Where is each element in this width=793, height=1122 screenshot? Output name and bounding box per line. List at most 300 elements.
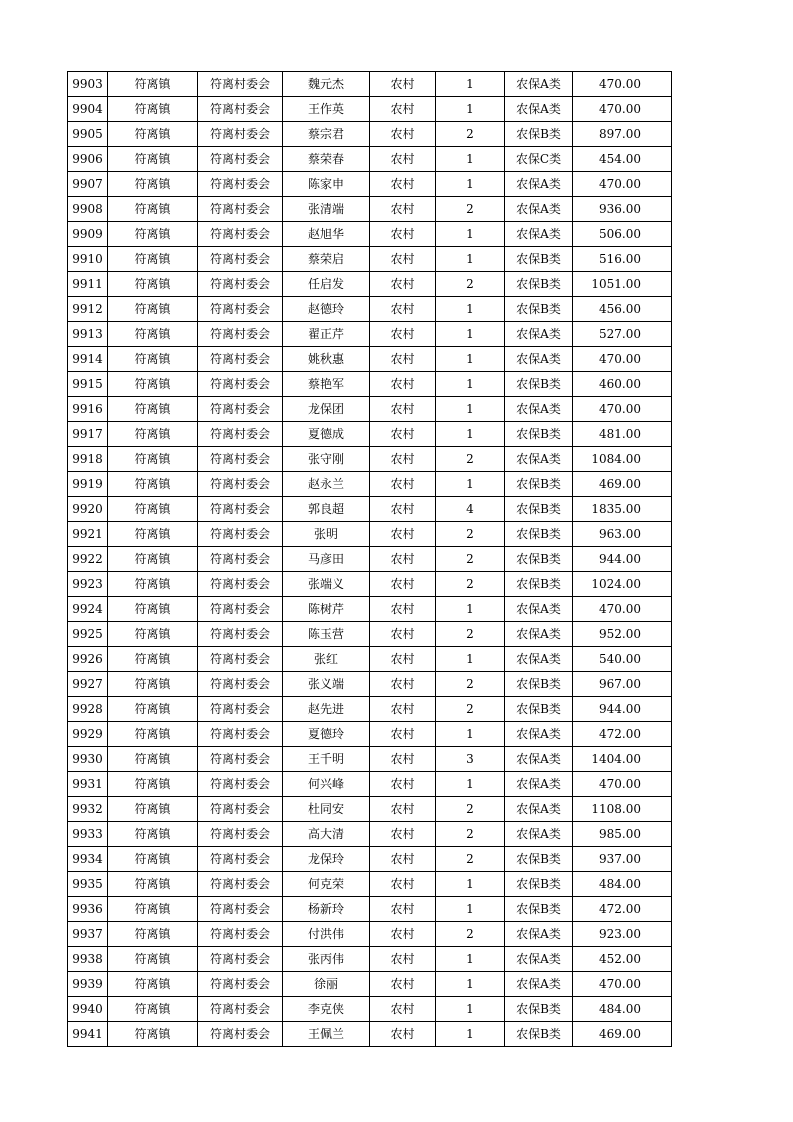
amount-cell: 936.00	[573, 197, 672, 222]
amount-cell: 470.00	[573, 347, 672, 372]
household-count-cell: 1	[436, 872, 505, 897]
row-number-cell: 9929	[68, 722, 108, 747]
town-cell: 符离镇	[108, 147, 198, 172]
area-type-cell: 农村	[370, 947, 436, 972]
row-number-cell: 9906	[68, 147, 108, 172]
amount-cell: 470.00	[573, 972, 672, 997]
household-count-cell: 1	[436, 947, 505, 972]
village-committee-cell: 符离村委会	[198, 672, 283, 697]
village-committee-cell: 符离村委会	[198, 422, 283, 447]
insurance-category-cell: 农保A类	[505, 197, 573, 222]
table-row	[68, 497, 672, 522]
town-cell: 符离镇	[108, 897, 198, 922]
town-cell: 符离镇	[108, 872, 198, 897]
area-type-cell: 农村	[370, 472, 436, 497]
row-number-cell: 9935	[68, 872, 108, 897]
row-number-cell: 9913	[68, 322, 108, 347]
name-cell: 蔡荣春	[283, 147, 370, 172]
name-cell: 龙保团	[283, 397, 370, 422]
name-cell: 张端义	[283, 572, 370, 597]
area-type-cell: 农村	[370, 997, 436, 1022]
amount-cell: 470.00	[573, 172, 672, 197]
area-type-cell: 农村	[370, 872, 436, 897]
table-row	[68, 97, 672, 122]
area-type-cell: 农村	[370, 572, 436, 597]
household-count-cell: 2	[436, 522, 505, 547]
table-row	[68, 922, 672, 947]
name-cell: 陈树芹	[283, 597, 370, 622]
village-committee-cell: 符离村委会	[198, 922, 283, 947]
insurance-category-cell: 农保A类	[505, 747, 573, 772]
town-cell: 符离镇	[108, 822, 198, 847]
table-row	[68, 647, 672, 672]
town-cell: 符离镇	[108, 97, 198, 122]
amount-cell: 527.00	[573, 322, 672, 347]
household-count-cell: 2	[436, 922, 505, 947]
insurance-category-cell: 农保A类	[505, 347, 573, 372]
area-type-cell: 农村	[370, 672, 436, 697]
area-type-cell: 农村	[370, 922, 436, 947]
row-number-cell: 9928	[68, 697, 108, 722]
area-type-cell: 农村	[370, 497, 436, 522]
town-cell: 符离镇	[108, 522, 198, 547]
row-number-cell: 9927	[68, 672, 108, 697]
village-committee-cell: 符离村委会	[198, 697, 283, 722]
table-row	[68, 672, 672, 697]
row-number-cell: 9938	[68, 947, 108, 972]
area-type-cell: 农村	[370, 847, 436, 872]
name-cell: 赵旭华	[283, 222, 370, 247]
name-cell: 姚秋惠	[283, 347, 370, 372]
household-count-cell: 1	[436, 422, 505, 447]
area-type-cell: 农村	[370, 122, 436, 147]
household-count-cell: 2	[436, 197, 505, 222]
table-row	[68, 347, 672, 372]
name-cell: 任启发	[283, 272, 370, 297]
table-row	[68, 997, 672, 1022]
village-committee-cell: 符离村委会	[198, 747, 283, 772]
table-row	[68, 297, 672, 322]
row-number-cell: 9918	[68, 447, 108, 472]
village-committee-cell: 符离村委会	[198, 472, 283, 497]
amount-cell: 1084.00	[573, 447, 672, 472]
amount-cell: 460.00	[573, 372, 672, 397]
amount-cell: 963.00	[573, 522, 672, 547]
village-committee-cell: 符离村委会	[198, 247, 283, 272]
row-number-cell: 9920	[68, 497, 108, 522]
amount-cell: 944.00	[573, 547, 672, 572]
name-cell: 李克侠	[283, 997, 370, 1022]
insurance-category-cell: 农保A类	[505, 622, 573, 647]
row-number-cell: 9919	[68, 472, 108, 497]
village-committee-cell: 符离村委会	[198, 222, 283, 247]
name-cell: 杨新玲	[283, 897, 370, 922]
household-count-cell: 2	[436, 272, 505, 297]
town-cell: 符离镇	[108, 347, 198, 372]
row-number-cell: 9939	[68, 972, 108, 997]
household-count-cell: 2	[436, 572, 505, 597]
row-number-cell: 9915	[68, 372, 108, 397]
insurance-category-cell: 农保B类	[505, 547, 573, 572]
insurance-category-cell: 农保B类	[505, 1022, 573, 1047]
row-number-cell: 9932	[68, 797, 108, 822]
household-count-cell: 2	[436, 697, 505, 722]
name-cell: 何兴峰	[283, 772, 370, 797]
insurance-category-cell: 农保B类	[505, 997, 573, 1022]
row-number-cell: 9909	[68, 222, 108, 247]
table-row	[68, 547, 672, 572]
town-cell: 符离镇	[108, 997, 198, 1022]
town-cell: 符离镇	[108, 447, 198, 472]
village-committee-cell: 符离村委会	[198, 547, 283, 572]
table-row	[68, 72, 672, 97]
insurance-category-cell: 农保B类	[505, 372, 573, 397]
name-cell: 王千明	[283, 747, 370, 772]
area-type-cell: 农村	[370, 622, 436, 647]
household-count-cell: 1	[436, 372, 505, 397]
area-type-cell: 农村	[370, 172, 436, 197]
area-type-cell: 农村	[370, 197, 436, 222]
town-cell: 符离镇	[108, 947, 198, 972]
table-row	[68, 972, 672, 997]
table-row	[68, 472, 672, 497]
area-type-cell: 农村	[370, 247, 436, 272]
household-count-cell: 2	[436, 122, 505, 147]
row-number-cell: 9904	[68, 97, 108, 122]
insurance-category-cell: 农保B类	[505, 497, 573, 522]
name-cell: 王作英	[283, 97, 370, 122]
row-number-cell: 9916	[68, 397, 108, 422]
town-cell: 符离镇	[108, 922, 198, 947]
amount-cell: 506.00	[573, 222, 672, 247]
village-committee-cell: 符离村委会	[198, 797, 283, 822]
town-cell: 符离镇	[108, 197, 198, 222]
row-number-cell: 9911	[68, 272, 108, 297]
area-type-cell: 农村	[370, 597, 436, 622]
amount-cell: 923.00	[573, 922, 672, 947]
table-row	[68, 572, 672, 597]
row-number-cell: 9905	[68, 122, 108, 147]
amount-cell: 985.00	[573, 822, 672, 847]
name-cell: 蔡宗君	[283, 122, 370, 147]
name-cell: 龙保玲	[283, 847, 370, 872]
village-committee-cell: 符离村委会	[198, 872, 283, 897]
record-table	[67, 71, 672, 1047]
row-number-cell: 9912	[68, 297, 108, 322]
name-cell: 蔡荣启	[283, 247, 370, 272]
amount-cell: 1835.00	[573, 497, 672, 522]
table-row	[68, 597, 672, 622]
village-committee-cell: 符离村委会	[198, 122, 283, 147]
row-number-cell: 9930	[68, 747, 108, 772]
row-number-cell: 9914	[68, 347, 108, 372]
insurance-category-cell: 农保B类	[505, 897, 573, 922]
name-cell: 翟正芹	[283, 322, 370, 347]
town-cell: 符离镇	[108, 972, 198, 997]
area-type-cell: 农村	[370, 397, 436, 422]
table-row	[68, 1022, 672, 1047]
table-row	[68, 622, 672, 647]
table-row	[68, 272, 672, 297]
village-committee-cell: 符离村委会	[198, 897, 283, 922]
area-type-cell: 农村	[370, 322, 436, 347]
area-type-cell: 农村	[370, 972, 436, 997]
table-row	[68, 847, 672, 872]
village-committee-cell: 符离村委会	[198, 447, 283, 472]
row-number-cell: 9917	[68, 422, 108, 447]
name-cell: 张明	[283, 522, 370, 547]
row-number-cell: 9931	[68, 772, 108, 797]
insurance-category-cell: 农保B类	[505, 872, 573, 897]
area-type-cell: 农村	[370, 647, 436, 672]
town-cell: 符离镇	[108, 472, 198, 497]
village-committee-cell: 符离村委会	[198, 147, 283, 172]
village-committee-cell: 符离村委会	[198, 572, 283, 597]
table-row	[68, 772, 672, 797]
insurance-category-cell: 农保A类	[505, 972, 573, 997]
area-type-cell: 农村	[370, 422, 436, 447]
row-number-cell: 9908	[68, 197, 108, 222]
village-committee-cell: 符离村委会	[198, 297, 283, 322]
insurance-category-cell: 农保B类	[505, 247, 573, 272]
area-type-cell: 农村	[370, 547, 436, 572]
name-cell: 付洪伟	[283, 922, 370, 947]
amount-cell: 1051.00	[573, 272, 672, 297]
amount-cell: 470.00	[573, 772, 672, 797]
row-number-cell: 9926	[68, 647, 108, 672]
town-cell: 符离镇	[108, 722, 198, 747]
town-cell: 符离镇	[108, 847, 198, 872]
name-cell: 赵先进	[283, 697, 370, 722]
table-row	[68, 147, 672, 172]
amount-cell: 516.00	[573, 247, 672, 272]
area-type-cell: 农村	[370, 297, 436, 322]
row-number-cell: 9924	[68, 597, 108, 622]
row-number-cell: 9941	[68, 1022, 108, 1047]
amount-cell: 456.00	[573, 297, 672, 322]
household-count-cell: 2	[436, 672, 505, 697]
town-cell: 符离镇	[108, 497, 198, 522]
town-cell: 符离镇	[108, 647, 198, 672]
household-count-cell: 3	[436, 747, 505, 772]
amount-cell: 472.00	[573, 897, 672, 922]
table-row	[68, 722, 672, 747]
insurance-category-cell: 农保A类	[505, 597, 573, 622]
village-committee-cell: 符离村委会	[198, 497, 283, 522]
village-committee-cell: 符离村委会	[198, 772, 283, 797]
row-number-cell: 9934	[68, 847, 108, 872]
village-committee-cell: 符离村委会	[198, 822, 283, 847]
area-type-cell: 农村	[370, 372, 436, 397]
village-committee-cell: 符离村委会	[198, 722, 283, 747]
village-committee-cell: 符离村委会	[198, 197, 283, 222]
name-cell: 马彦田	[283, 547, 370, 572]
area-type-cell: 农村	[370, 747, 436, 772]
insurance-category-cell: 农保B类	[505, 272, 573, 297]
household-count-cell: 1	[436, 897, 505, 922]
table-row	[68, 172, 672, 197]
household-count-cell: 1	[436, 1022, 505, 1047]
name-cell: 张义端	[283, 672, 370, 697]
table-row	[68, 397, 672, 422]
insurance-category-cell: 农保A类	[505, 222, 573, 247]
name-cell: 张红	[283, 647, 370, 672]
insurance-category-cell: 农保A类	[505, 797, 573, 822]
amount-cell: 937.00	[573, 847, 672, 872]
household-count-cell: 2	[436, 622, 505, 647]
table-row	[68, 797, 672, 822]
village-committee-cell: 符离村委会	[198, 847, 283, 872]
town-cell: 符离镇	[108, 322, 198, 347]
area-type-cell: 农村	[370, 822, 436, 847]
household-count-cell: 1	[436, 647, 505, 672]
row-number-cell: 9933	[68, 822, 108, 847]
household-count-cell: 1	[436, 97, 505, 122]
amount-cell: 1108.00	[573, 797, 672, 822]
table-row	[68, 197, 672, 222]
town-cell: 符离镇	[108, 222, 198, 247]
insurance-category-cell: 农保A类	[505, 322, 573, 347]
area-type-cell: 农村	[370, 722, 436, 747]
insurance-category-cell: 农保A类	[505, 447, 573, 472]
name-cell: 王佩兰	[283, 1022, 370, 1047]
amount-cell: 952.00	[573, 622, 672, 647]
insurance-category-cell: 农保B类	[505, 522, 573, 547]
village-committee-cell: 符离村委会	[198, 272, 283, 297]
area-type-cell: 农村	[370, 897, 436, 922]
table-row	[68, 222, 672, 247]
household-count-cell: 2	[436, 447, 505, 472]
insurance-category-cell: 农保A类	[505, 947, 573, 972]
name-cell: 高大清	[283, 822, 370, 847]
insurance-category-cell: 农保A类	[505, 722, 573, 747]
area-type-cell: 农村	[370, 72, 436, 97]
town-cell: 符离镇	[108, 247, 198, 272]
insurance-category-cell: 农保A类	[505, 647, 573, 672]
name-cell: 陈玉营	[283, 622, 370, 647]
amount-cell: 484.00	[573, 997, 672, 1022]
insurance-category-cell: 农保A类	[505, 72, 573, 97]
amount-cell: 1404.00	[573, 747, 672, 772]
amount-cell: 452.00	[573, 947, 672, 972]
area-type-cell: 农村	[370, 222, 436, 247]
area-type-cell: 农村	[370, 1022, 436, 1047]
amount-cell: 1024.00	[573, 572, 672, 597]
amount-cell: 469.00	[573, 472, 672, 497]
household-count-cell: 1	[436, 172, 505, 197]
household-count-cell: 1	[436, 472, 505, 497]
town-cell: 符离镇	[108, 697, 198, 722]
amount-cell: 472.00	[573, 722, 672, 747]
row-number-cell: 9923	[68, 572, 108, 597]
table-row	[68, 122, 672, 147]
town-cell: 符离镇	[108, 272, 198, 297]
insurance-category-cell: 农保B类	[505, 697, 573, 722]
village-committee-cell: 符离村委会	[198, 397, 283, 422]
insurance-category-cell: 农保A类	[505, 922, 573, 947]
insurance-category-cell: 农保B类	[505, 572, 573, 597]
amount-cell: 469.00	[573, 1022, 672, 1047]
area-type-cell: 农村	[370, 147, 436, 172]
table-row	[68, 247, 672, 272]
amount-cell: 470.00	[573, 72, 672, 97]
town-cell: 符离镇	[108, 672, 198, 697]
town-cell: 符离镇	[108, 622, 198, 647]
name-cell: 赵德玲	[283, 297, 370, 322]
town-cell: 符离镇	[108, 372, 198, 397]
area-type-cell: 农村	[370, 522, 436, 547]
row-number-cell: 9907	[68, 172, 108, 197]
name-cell: 郭良超	[283, 497, 370, 522]
area-type-cell: 农村	[370, 772, 436, 797]
table-row	[68, 322, 672, 347]
household-count-cell: 1	[436, 397, 505, 422]
town-cell: 符离镇	[108, 422, 198, 447]
amount-cell: 897.00	[573, 122, 672, 147]
household-count-cell: 1	[436, 347, 505, 372]
amount-cell: 484.00	[573, 872, 672, 897]
village-committee-cell: 符离村委会	[198, 322, 283, 347]
town-cell: 符离镇	[108, 597, 198, 622]
village-committee-cell: 符离村委会	[198, 597, 283, 622]
household-count-cell: 2	[436, 847, 505, 872]
table-row	[68, 697, 672, 722]
row-number-cell: 9936	[68, 897, 108, 922]
household-count-cell: 1	[436, 772, 505, 797]
amount-cell: 470.00	[573, 97, 672, 122]
name-cell: 张清端	[283, 197, 370, 222]
insurance-category-cell: 农保B类	[505, 672, 573, 697]
village-committee-cell: 符离村委会	[198, 1022, 283, 1047]
area-type-cell: 农村	[370, 347, 436, 372]
village-committee-cell: 符离村委会	[198, 622, 283, 647]
table-row	[68, 747, 672, 772]
table-row	[68, 897, 672, 922]
name-cell: 赵永兰	[283, 472, 370, 497]
amount-cell: 470.00	[573, 397, 672, 422]
amount-cell: 967.00	[573, 672, 672, 697]
household-count-cell: 1	[436, 597, 505, 622]
insurance-category-cell: 农保B类	[505, 847, 573, 872]
household-count-cell: 4	[436, 497, 505, 522]
household-count-cell: 1	[436, 997, 505, 1022]
name-cell: 蔡艳军	[283, 372, 370, 397]
table-body	[68, 72, 672, 1047]
town-cell: 符离镇	[108, 572, 198, 597]
insurance-category-cell: 农保C类	[505, 147, 573, 172]
table-row	[68, 422, 672, 447]
name-cell: 何克荣	[283, 872, 370, 897]
insurance-category-cell: 农保A类	[505, 822, 573, 847]
household-count-cell: 1	[436, 722, 505, 747]
household-count-cell: 1	[436, 72, 505, 97]
household-count-cell: 1	[436, 322, 505, 347]
area-type-cell: 农村	[370, 97, 436, 122]
town-cell: 符离镇	[108, 547, 198, 572]
name-cell: 张丙伟	[283, 947, 370, 972]
village-committee-cell: 符离村委会	[198, 347, 283, 372]
household-count-cell: 1	[436, 147, 505, 172]
table-row	[68, 372, 672, 397]
table-row	[68, 822, 672, 847]
household-count-cell: 1	[436, 972, 505, 997]
row-number-cell: 9925	[68, 622, 108, 647]
insurance-category-cell: 农保B类	[505, 297, 573, 322]
town-cell: 符离镇	[108, 72, 198, 97]
village-committee-cell: 符离村委会	[198, 97, 283, 122]
name-cell: 夏德玲	[283, 722, 370, 747]
town-cell: 符离镇	[108, 172, 198, 197]
